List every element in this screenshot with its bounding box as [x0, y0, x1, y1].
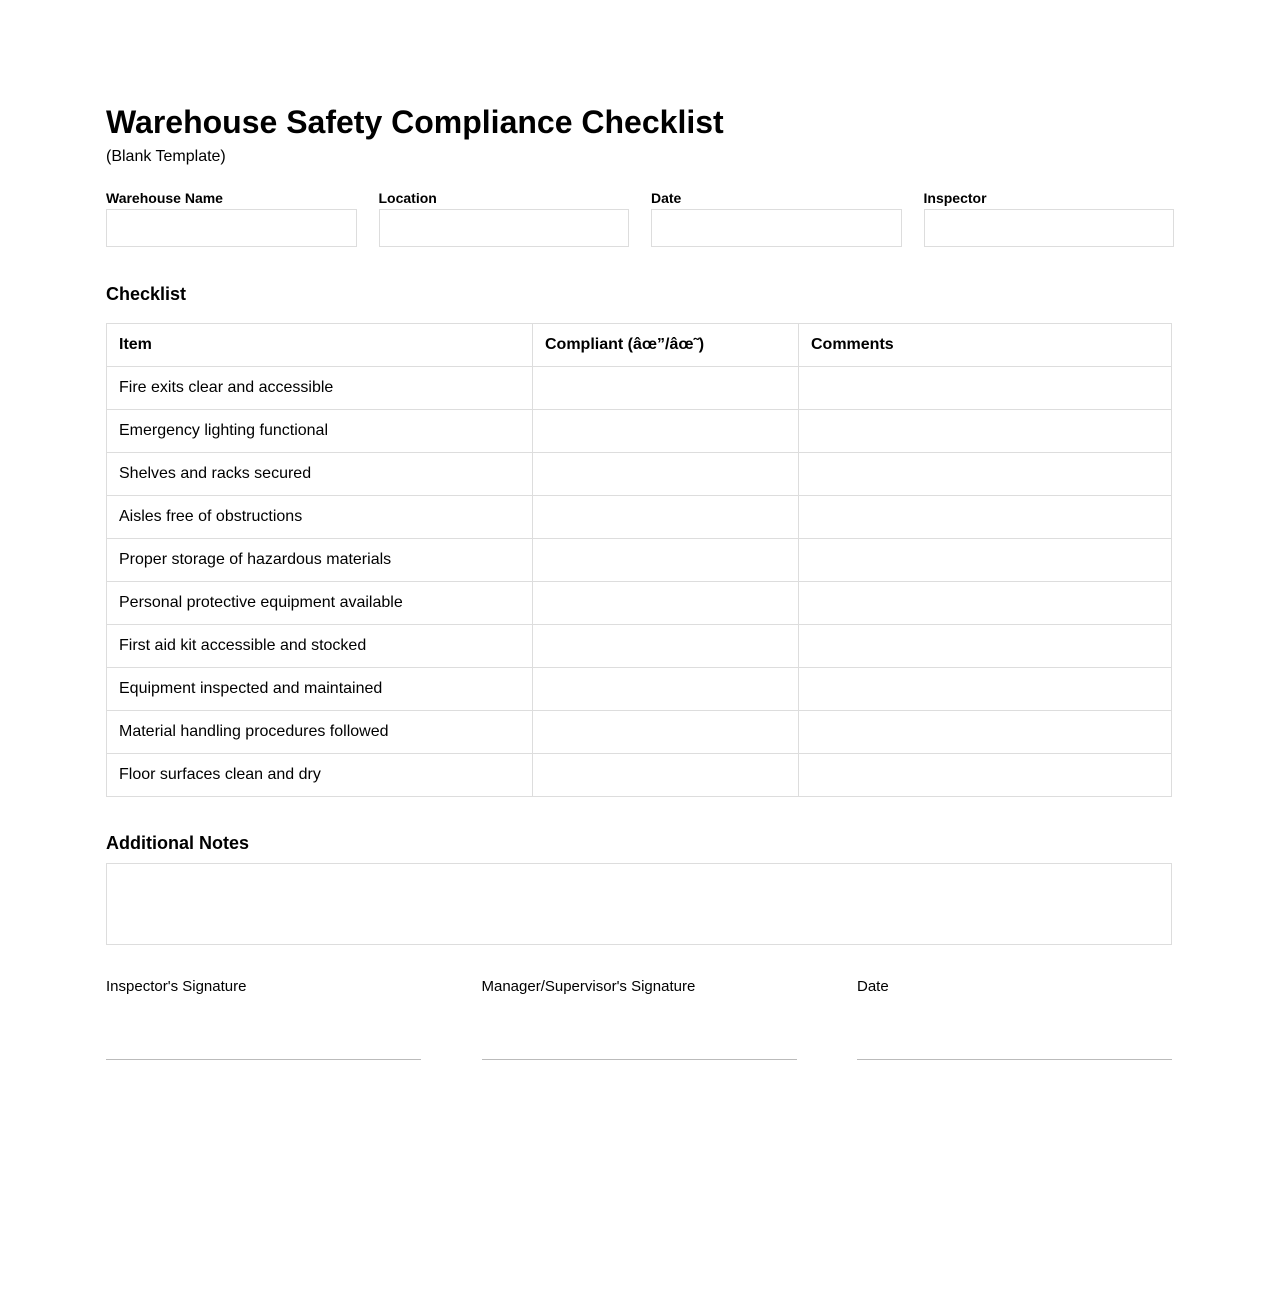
compliant-cell[interactable] [533, 410, 799, 453]
table-row [107, 410, 1172, 453]
field-date [651, 190, 902, 247]
item-cell: Shelves and racks secured [107, 453, 533, 496]
item-cell: Personal protective equipment available [107, 582, 533, 625]
item-cell: Fire exits clear and accessible [107, 367, 533, 410]
signature-section [106, 978, 1172, 1060]
checklist-heading: Checklist [106, 284, 187, 304]
column-header-compliant: Compliant (âœ”/âœ˜) [533, 324, 799, 367]
additional-notes-input[interactable] [106, 863, 1172, 945]
compliant-cell[interactable] [533, 367, 799, 410]
comments-cell[interactable] [799, 754, 1172, 797]
field-inspector [924, 190, 1175, 247]
table-row [107, 754, 1172, 797]
signature-label: Date [857, 978, 889, 995]
field-label: Inspector [923, 190, 987, 206]
table-row [107, 367, 1172, 410]
signature-label: Inspector's Signature [106, 978, 247, 995]
comments-cell[interactable] [799, 453, 1172, 496]
table-row [107, 711, 1172, 754]
manager-signature-line[interactable] [482, 995, 797, 1060]
item-cell: Emergency lighting functional [107, 410, 533, 453]
field-warehouse-name [106, 190, 357, 247]
compliant-cell[interactable] [533, 625, 799, 668]
item-cell: Proper storage of hazardous materials [107, 539, 533, 582]
inspector-signature [106, 978, 421, 1060]
table-header-row [107, 324, 1172, 367]
compliant-cell[interactable] [533, 754, 799, 797]
checklist-form [106, 100, 1172, 1060]
column-header-comments: Comments [799, 324, 1172, 367]
comments-cell[interactable] [799, 539, 1172, 582]
field-location [379, 190, 630, 247]
field-label: Date [651, 190, 682, 206]
comments-cell[interactable] [799, 410, 1172, 453]
signature-date-line[interactable] [857, 995, 1172, 1060]
notes-heading: Additional Notes [106, 833, 249, 853]
compliant-cell[interactable] [533, 496, 799, 539]
compliant-cell[interactable] [533, 539, 799, 582]
table-row [107, 453, 1172, 496]
comments-cell[interactable] [799, 367, 1172, 410]
table-row [107, 582, 1172, 625]
compliant-cell[interactable] [533, 453, 799, 496]
header-fields [106, 190, 1174, 247]
column-header-item: Item [107, 324, 533, 367]
manager-signature [482, 978, 797, 1060]
comments-cell[interactable] [799, 496, 1172, 539]
comments-cell[interactable] [799, 625, 1172, 668]
item-cell: Floor surfaces clean and dry [107, 754, 533, 797]
inspector-input[interactable] [924, 209, 1175, 247]
comments-cell[interactable] [799, 582, 1172, 625]
subtitle: (Blank Template) [106, 148, 226, 165]
table-row [107, 539, 1172, 582]
compliant-cell[interactable] [533, 668, 799, 711]
item-cell: Equipment inspected and maintained [107, 668, 533, 711]
inspector-signature-line[interactable] [106, 995, 421, 1060]
table-row [107, 668, 1172, 711]
page-title: Warehouse Safety Compliance Checklist [106, 104, 724, 140]
field-label: Warehouse Name [106, 190, 223, 206]
table-row [107, 625, 1172, 668]
signature-date [857, 978, 1172, 1060]
item-cell: Aisles free of obstructions [107, 496, 533, 539]
table-row [107, 496, 1172, 539]
signature-label: Manager/Supervisor's Signature [481, 978, 696, 995]
comments-cell[interactable] [799, 711, 1172, 754]
item-cell: Material handling procedures followed [107, 711, 533, 754]
compliant-cell[interactable] [533, 711, 799, 754]
item-cell: First aid kit accessible and stocked [107, 625, 533, 668]
compliant-cell[interactable] [533, 582, 799, 625]
location-input[interactable] [379, 209, 630, 247]
field-label: Location [378, 190, 437, 206]
checklist-table [106, 323, 1172, 797]
comments-cell[interactable] [799, 668, 1172, 711]
warehouse-name-input[interactable] [106, 209, 357, 247]
date-input[interactable] [651, 209, 902, 247]
